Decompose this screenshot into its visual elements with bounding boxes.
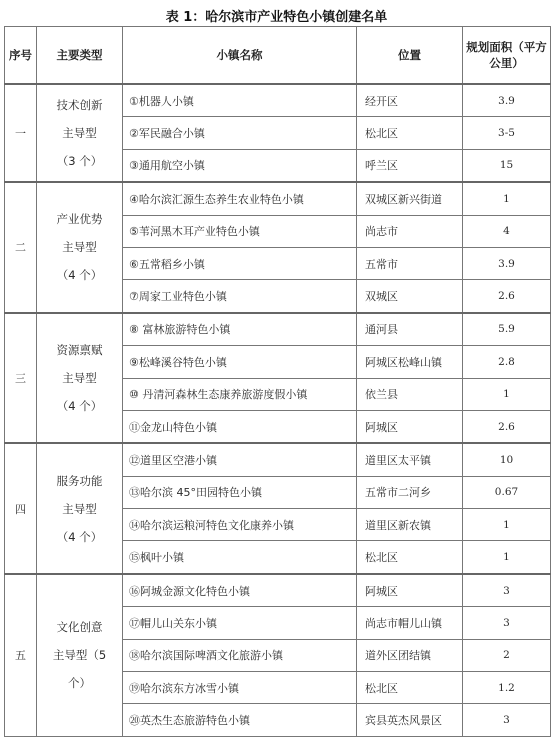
- town-location: 经开区: [357, 84, 463, 117]
- header-row: [5, 27, 551, 85]
- group-type: [37, 84, 123, 182]
- town-name: ⑬哈尔滨 45°田园特色小镇: [123, 476, 357, 508]
- town-name: ⑦周家工业特色小镇: [123, 280, 357, 313]
- town-name: ⑭哈尔滨运粮河特色文化康养小镇: [123, 509, 357, 541]
- town-area: 10: [463, 443, 551, 476]
- town-name: ②军民融合小镇: [123, 117, 357, 149]
- group-seq: 一: [5, 84, 37, 182]
- town-location: 五常市二河乡: [357, 476, 463, 508]
- towns-table: [4, 26, 551, 737]
- town-location: 呼兰区: [357, 149, 463, 182]
- town-area: 1: [463, 378, 551, 410]
- town-area: 2.8: [463, 346, 551, 378]
- town-location: 尚志市帽儿山镇: [357, 607, 463, 639]
- group-type-line: 主导型（5: [52, 648, 107, 663]
- group-type-line: 个）: [68, 676, 91, 691]
- town-location: 松北区: [357, 672, 463, 704]
- group-type: [37, 313, 123, 444]
- group-type-line: 文化创意: [56, 620, 103, 635]
- town-location: 阿城区: [357, 574, 463, 607]
- group-type-line: （4 个）: [56, 529, 103, 544]
- group-seq: 五: [5, 574, 37, 736]
- town-name: ⑨松峰溪谷特色小镇: [123, 346, 357, 378]
- town-name: ⑩ 丹清河森林生态康养旅游度假小镇: [123, 378, 357, 410]
- table-caption: 表 1：哈尔滨市产业特色小镇创建名单: [165, 10, 388, 25]
- town-area: 1.2: [463, 672, 551, 704]
- town-name: ⑮枫叶小镇: [123, 541, 357, 574]
- town-location: 五常市: [357, 247, 463, 279]
- town-name: ⑪金龙山特色小镇: [123, 410, 357, 443]
- town-location: 依兰县: [357, 378, 463, 410]
- group-type-line: （3 个）: [56, 154, 103, 169]
- town-area: 2.6: [463, 280, 551, 313]
- town-name: ④哈尔滨汇源生态养生农业特色小镇: [123, 182, 357, 215]
- town-area: 1: [463, 541, 551, 574]
- town-location: 通河县: [357, 313, 463, 346]
- group-type: [37, 574, 123, 736]
- town-name: ⑤苇河黑木耳产业特色小镇: [123, 215, 357, 247]
- town-location: 阿城区: [357, 410, 463, 443]
- town-area: 3: [463, 607, 551, 639]
- group-type-line: （4 个）: [56, 399, 103, 414]
- town-location: 道里区新农镇: [357, 509, 463, 541]
- town-name: ⑲哈尔滨东方冰雪小镇: [123, 672, 357, 704]
- header-location: 位置: [357, 27, 463, 85]
- group-type-line: 主导型: [62, 501, 97, 516]
- group-type-line: 主导型: [62, 371, 97, 386]
- town-name: ⑯阿城金源文化特色小镇: [123, 574, 357, 607]
- group-seq: 四: [5, 443, 37, 574]
- town-location: 道里区太平镇: [357, 443, 463, 476]
- group-type-line: 资源禀赋: [56, 343, 103, 358]
- town-name: ⑧ 富林旅游特色小镇: [123, 313, 357, 346]
- town-area: 2: [463, 639, 551, 671]
- town-area: 4: [463, 215, 551, 247]
- town-location: 宾县英杰风景区: [357, 704, 463, 736]
- table-row: [5, 574, 551, 607]
- group-type-line: 服务功能: [56, 473, 103, 488]
- header-area: 规划面积（平方公里）: [463, 27, 551, 85]
- town-location: 道外区团结镇: [357, 639, 463, 671]
- town-area: 15: [463, 149, 551, 182]
- group-type: [37, 182, 123, 313]
- town-location: 松北区: [357, 117, 463, 149]
- town-area: 1: [463, 509, 551, 541]
- town-location: 双城区新兴街道: [357, 182, 463, 215]
- table-row: [5, 443, 551, 476]
- town-area: 2.6: [463, 410, 551, 443]
- town-name: ③通用航空小镇: [123, 149, 357, 182]
- group-type: [37, 443, 123, 574]
- town-name: ⑥五常稻乡小镇: [123, 247, 357, 279]
- town-area: 1: [463, 182, 551, 215]
- town-area: 0.67: [463, 476, 551, 508]
- group-type-line: （4 个）: [56, 268, 103, 283]
- table-row: [5, 84, 551, 117]
- header-type: 主要类型: [37, 27, 123, 85]
- header-name: 小镇名称: [123, 27, 357, 85]
- town-area: 3.9: [463, 84, 551, 117]
- town-location: 双城区: [357, 280, 463, 313]
- town-area: 3-5: [463, 117, 551, 149]
- town-area: 5.9: [463, 313, 551, 346]
- group-type-line: 产业优势: [56, 212, 103, 227]
- group-seq: 二: [5, 182, 37, 313]
- town-name: ⑰帽儿山关东小镇: [123, 607, 357, 639]
- town-location: 尚志市: [357, 215, 463, 247]
- group-type-line: 主导型: [62, 126, 97, 141]
- town-location: 松北区: [357, 541, 463, 574]
- town-area: 3: [463, 704, 551, 736]
- town-area: 3.9: [463, 247, 551, 279]
- town-area: 3: [463, 574, 551, 607]
- town-name: ⑫道里区空港小镇: [123, 443, 357, 476]
- table-row: [5, 313, 551, 346]
- table-row: [5, 182, 551, 215]
- town-name: ①机器人小镇: [123, 84, 357, 117]
- group-type-line: 技术创新: [56, 98, 103, 113]
- group-seq: 三: [5, 313, 37, 444]
- header-seq: 序号: [5, 27, 37, 85]
- town-location: 阿城区松峰山镇: [357, 346, 463, 378]
- town-name: ⑳英杰生态旅游特色小镇: [123, 704, 357, 736]
- group-type-line: 主导型: [62, 240, 97, 255]
- town-name: ⑱哈尔滨国际啤酒文化旅游小镇: [123, 639, 357, 671]
